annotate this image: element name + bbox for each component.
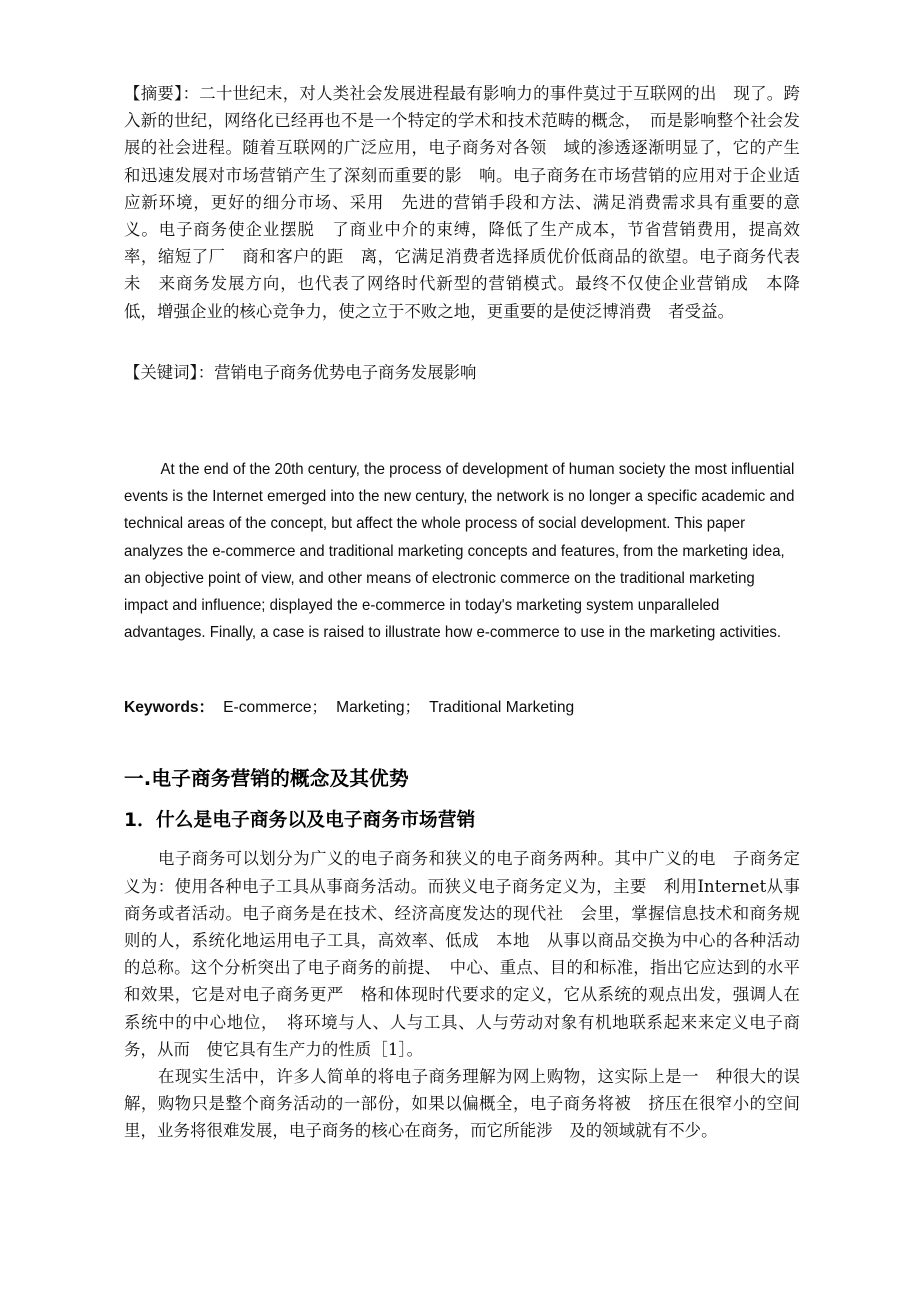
english-keyword-3: Traditional Marketing bbox=[429, 699, 575, 717]
chinese-abstract bbox=[124, 80, 800, 325]
english-keyword-1: E-commerce； bbox=[223, 699, 328, 717]
section-heading-1-1 bbox=[124, 807, 800, 835]
english-abstract: At the end of the 20th century, the process of development of human society the most influential events is the Internet emerged into the new century, the network is no longer a specific academic and technical areas of the concept, but affect the whole process of social development. This paper analyzes the e-commerce and traditional marketing concepts and features, from the marketing idea, an objective point of view, and other means of electronic commerce on the traditional marketing impact and influence; displayed the e-commerce in today's marketing system unparalleled advantages. Finally, a case is raised to illustrate how e-commerce to use in the marketing activities. bbox=[124, 461, 795, 642]
section-heading-1 bbox=[124, 765, 800, 793]
spacer bbox=[124, 721, 800, 765]
spacer bbox=[124, 646, 800, 694]
body-paragraph-2: 在现实生活中，许多人简单的将电子商务理解为网上购物，这实际上是一 种很大的误解，购物只是整个商务活动的一部份，如果以偏概全，电子商务将被 挤压在很窄小的空间里，业务将很难发展，电子商务的核心在商务，而它所能涉 及的领域就有不少。 bbox=[124, 1067, 800, 1141]
spacer bbox=[124, 835, 800, 845]
section-heading-1-1-title: 什么是电子商务以及电子商务市场营销 bbox=[155, 810, 476, 832]
chinese-abstract-body: 二十世纪末，对人类社会发展进程最有影响力的事件莫过于互联网的出 现了。跨入新的世纪，网络化已经再也不是一个特定的学术和技术范畴的概念， 而是影响整个社会发展的社会进程。随着互联网的广泛应用，电子商务对各领 域的渗透逐渐明显了，它的产生和迅速发展对市场营销产生了深刻而重要的影 响。电子商务在市场营销的应用对于企业适应新环境，更好的细分市场、采用 先进的营销手段和方法、满足消费需求具有重要的意义。电子商务使企业摆脱 了商业中介的束缚，降低了生产成本，节省营销费用，提高效率，缩短了厂 商和客户的距 离，它满足消费者选择质优价低商品的欲望。电子商务代表未 来商务发展方向，也代表了网络时代新型的营销模式。最终不仅使企业营销成 本降低，增强企业的核心竞争力，使之立于不败之地，更重要的是使泛博消费 者受益。 bbox=[124, 84, 800, 321]
spacer bbox=[124, 386, 800, 456]
spacer bbox=[124, 793, 800, 807]
section-heading-1-number: 一. bbox=[124, 767, 152, 791]
section-heading-1-1-number: 1． bbox=[124, 810, 156, 832]
chinese-keywords-label: 【关键词】： bbox=[124, 362, 215, 382]
chinese-abstract-label: 【摘要】： bbox=[124, 84, 200, 103]
english-keywords-label: Keywords： bbox=[124, 699, 215, 717]
chinese-keywords-value: 营销电子商务优势电子商务发展影响 bbox=[214, 362, 477, 382]
chinese-keywords bbox=[124, 359, 800, 386]
body-paragraph-1: 电子商务可以划分为广义的电子商务和狭义的电子商务两种。其中广义的电 子商务定义为：使用各种电子工具从事商务活动。而狭义电子商务定义为，主要 利用Internet从事商务或者活动。电子商务是在技术、经济高度发达的现代社 会里，掌握信息技术和商务规则的人，系统化地运用电子工具，高效率、低成 本地 从事以商品交换为中心的各种活动的总称。这个分析突出了电子商务的前提、 中心、重点、目的和标准，指出它应达到的水平和效果，它是对电子商务更严 格和体现时代要求的定义，它从系统的观点出发，强调人在系统中的中心地位， 将环境与人、人与工具、人与劳动对象有机地联系起来来定义电子商务，从而 使它具有生产力的性质［1］。 bbox=[124, 849, 800, 1059]
document-content bbox=[124, 80, 800, 1145]
spacer bbox=[124, 325, 800, 359]
section-heading-1-title: 电子商务营销的概念及其优势 bbox=[151, 767, 409, 791]
english-keywords bbox=[124, 694, 800, 721]
english-keyword-2: Marketing； bbox=[336, 699, 421, 717]
